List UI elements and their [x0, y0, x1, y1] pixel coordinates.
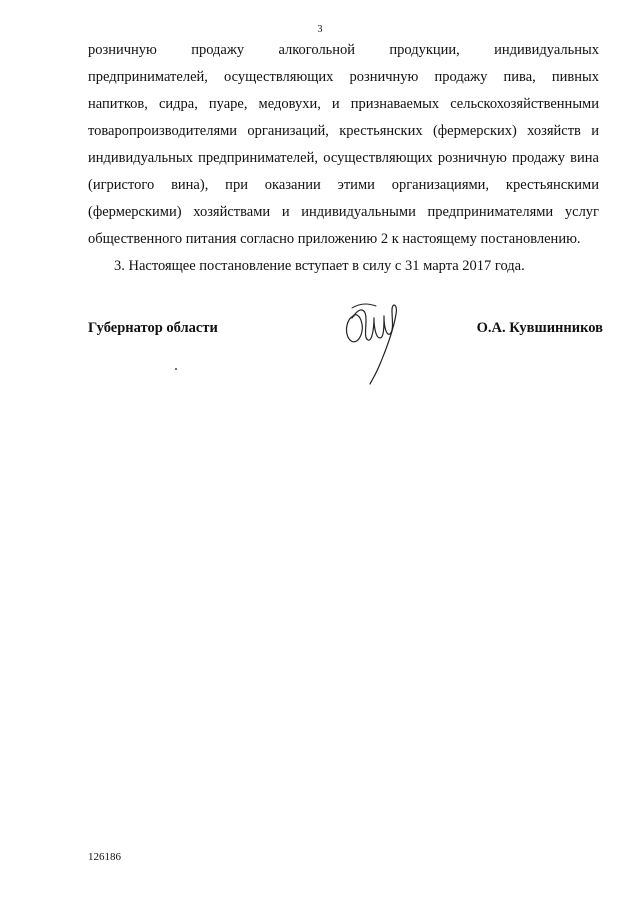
stray-mark	[175, 368, 177, 370]
body-line: товаропроизводителями организаций, крестьянских (фермерских) хозяйств и	[88, 123, 599, 139]
page-number: 3	[317, 24, 323, 35]
signatory-title: Губернатор области	[88, 320, 218, 336]
body-line: напитков, сидра, пуаре, медовухи, и признаваемых сельскохозяйственными	[88, 96, 599, 112]
body-line: розничную продажу алкогольной продукции, индивидуальных	[88, 42, 599, 58]
document-code: 126186	[88, 851, 121, 863]
body-line: (фермерскими) хозяйствами и индивидуальными предпринимателями услуг	[88, 204, 599, 220]
body-text	[88, 37, 599, 280]
handwritten-signature	[340, 294, 410, 386]
paragraph-3: 3. Настоящее постановление вступает в силу с 31 марта 2017 года.	[114, 258, 525, 274]
body-line: индивидуальных предпринимателей, осуществляющих розничную продажу вина	[88, 150, 599, 166]
signatory-name: О.А. Кувшинников	[476, 320, 603, 336]
body-line: общественного питания согласно приложению 2 к настоящему постановлению.	[88, 231, 581, 247]
body-line: (игристого вина), при оказании этими организациями, крестьянскими	[88, 177, 599, 193]
body-line: предпринимателей, осуществляющих розничную продажу пива, пивных	[88, 69, 599, 85]
